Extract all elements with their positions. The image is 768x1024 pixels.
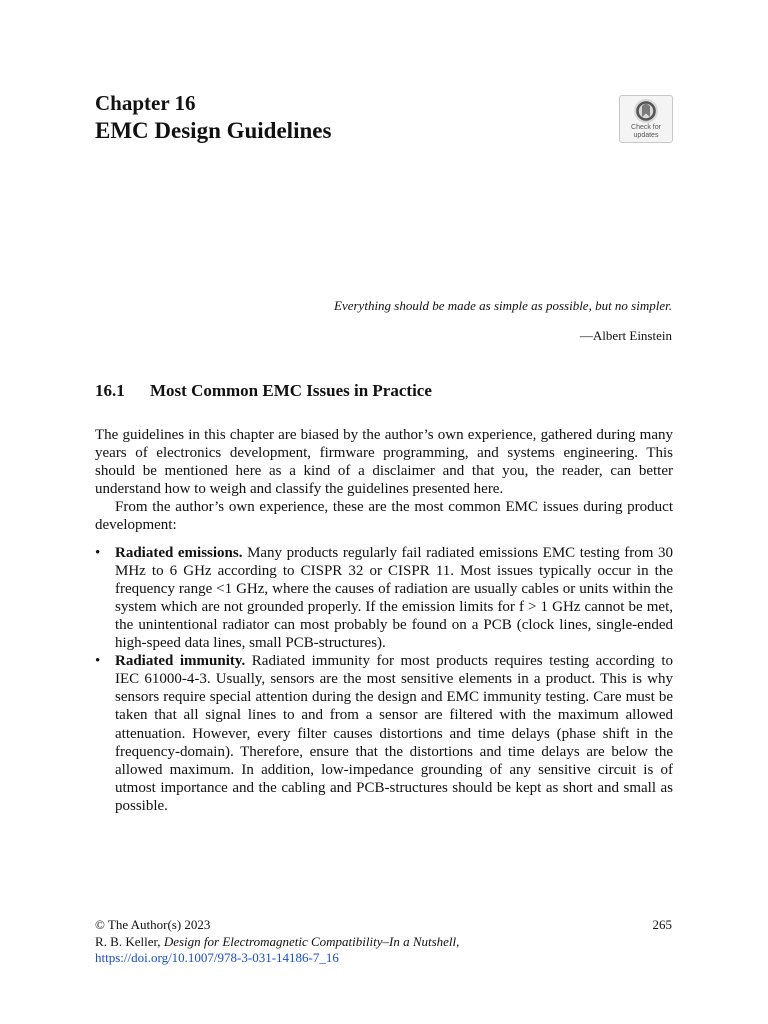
badge-line-1: Check for [631,124,661,131]
book-title: Design for Electromagnetic Compatibility–In a Nutshell [163,933,457,949]
bullet-icon: • [95,544,101,561]
body-text [95,426,673,815]
citation-line [95,934,459,951]
list-item-lead: Radiated immunity. [115,653,246,670]
section-title: Most Common EMC Issues in Practice [150,381,432,400]
chapter-label: Chapter 16 [95,91,196,115]
check-for-updates-icon [633,98,659,124]
footer-citation [95,917,459,967]
list-item [95,544,673,653]
epigraph-quote: Everything should be made as simple as possible, but no simpler. [334,298,672,313]
section-number: 16.1 [95,381,125,400]
list-item [95,652,673,815]
paragraph: From the author’s own experience, these are the most common EMC issues during product development: [95,499,673,534]
list-item-lead: Radiated emissions. [115,544,243,561]
doi-link[interactable]: https://doi.org/10.1007/978-3-031-14186-7_16 [95,950,339,966]
section-heading [95,380,432,402]
check-for-updates-badge[interactable] [619,95,673,143]
chapter-title: EMC Design Guidelines [95,118,332,143]
bullet-icon: • [95,653,101,670]
check-for-updates-label [620,124,672,140]
list-item-text: Many products regularly fail radiated emissions EMC testing from 30 MHz to 6 GHz according to CISPR 32 or CISPR 11. Most issues typically occur in the frequency range <1 GHz, where the causes of radiation are usually cables or units within the system which are not grounded properly. If the emission limits for f > 1 GHz cannot be met, the unintentional radiator can most probably be found on a PCB (clock lines, single-ended high-speed data lines, small PCB-structures). [115,544,674,652]
list-item-text: Radiated immunity for most products requires testing according to IEC 61000-4-3. Usually, sensors are the most sensitive elements in a product. This is why sensors require special attention during the design and EMC immunity testing. Care must be taken that all signal lines to and from a sensor are filtered with the maximum allowed attenuation. However, every filter causes distortions and time delays (phase shift in the frequency-domain). Therefore, ensure that the distortions and time delays are below the allowed maximum. In addition, low-impedance grounding of any sensitive circuit is of utmost importance and the cabling and PCB-structures should be kept as short and small as possible. [115,653,673,814]
page-number: 265 [652,917,672,932]
citation-punctuation: , [456,933,460,949]
citation-author: R. B. Keller, [95,933,161,949]
issue-list [95,544,673,815]
epigraph-attribution: —Albert Einstein [579,328,672,343]
copyright-notice: © The Author(s) 2023 [95,917,211,932]
paragraph: The guidelines in this chapter are biased by the author’s own experience, gathered during many years of electronics development, firmware programming, and systems engineering. This should be mentioned here as a kind of a disclaimer and that you, the reader, can better understand how to weigh and classify the guidelines presented here. [95,427,673,498]
badge-line-2: updates [633,132,659,139]
